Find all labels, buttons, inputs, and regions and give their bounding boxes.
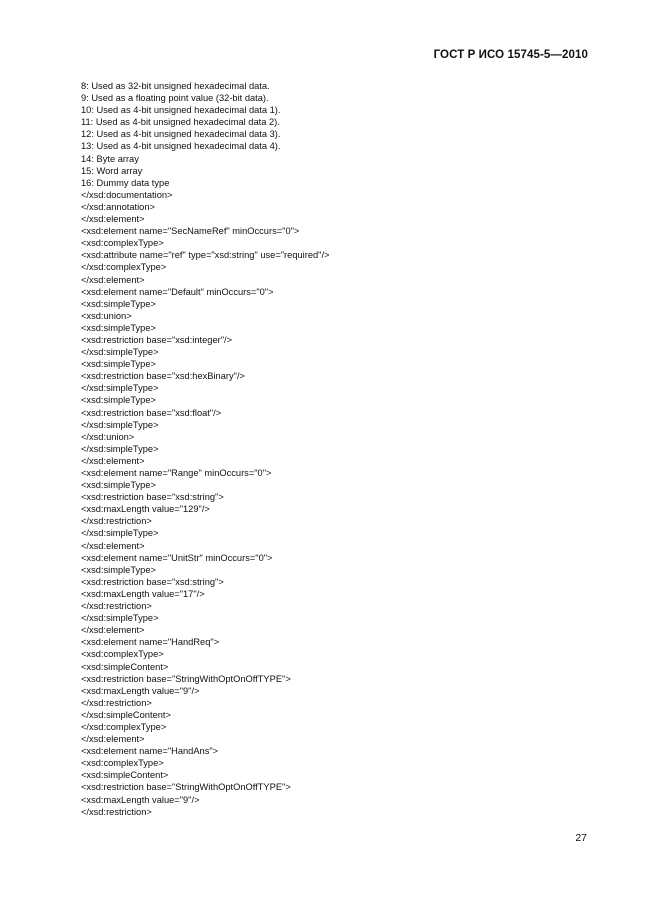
text-line: </xsd:restriction> <box>81 806 152 817</box>
text-line: </xsd:restriction> <box>81 697 152 708</box>
document-body <box>81 80 581 818</box>
text-line: </xsd:complexType> <box>81 262 167 273</box>
text-line: </xsd:simpleType> <box>81 347 159 358</box>
text-line: <xsd:union> <box>81 310 132 321</box>
text-line: </xsd:element> <box>81 540 145 551</box>
text-line: </xsd:simpleType> <box>81 383 159 394</box>
text-line: </xsd:simpleType> <box>81 528 159 539</box>
text-line: </xsd:simpleType> <box>81 613 159 624</box>
text-line: 9: Used as a floating point value (32-bit data). <box>81 93 269 104</box>
text-line: <xsd:restriction base="StringWithOptOnOffTYPE"> <box>81 782 291 793</box>
text-line: <xsd:element name="UnitStr" minOccurs="0"> <box>81 552 273 563</box>
text-line: </xsd:restriction> <box>81 516 152 527</box>
text-line: <xsd:maxLength value="9"/> <box>81 794 200 805</box>
text-line: </xsd:element> <box>81 214 145 225</box>
text-line: </xsd:documentation> <box>81 189 173 200</box>
text-line: </xsd:simpleType> <box>81 443 159 454</box>
text-line: </xsd:element> <box>81 625 145 636</box>
text-line: <xsd:maxLength value="9"/> <box>81 685 200 696</box>
text-line: </xsd:restriction> <box>81 601 152 612</box>
text-line: 14: Byte array <box>81 153 139 164</box>
text-line: <xsd:restriction base="xsd:string"> <box>81 576 224 587</box>
text-line: <xsd:complexType> <box>81 758 164 769</box>
text-line: <xsd:maxLength value="129"/> <box>81 504 210 515</box>
text-line: <xsd:simpleContent> <box>81 770 169 781</box>
text-line: </xsd:element> <box>81 734 145 745</box>
text-line: <xsd:element name="Default" minOccurs="0"> <box>81 286 274 297</box>
text-line: <xsd:restriction base="StringWithOptOnOffTYPE"> <box>81 673 291 684</box>
text-line: <xsd:restriction base="xsd:string"> <box>81 492 224 503</box>
text-line: 12: Used as 4-bit unsigned hexadecimal data 3). <box>81 129 281 140</box>
standard-designation: ГОСТ Р ИСО 15745-5—2010 <box>433 49 588 61</box>
text-line: </xsd:simpleType> <box>81 419 159 430</box>
text-line: <xsd:simpleType> <box>81 395 156 406</box>
text-line: 13: Used as 4-bit unsigned hexadecimal data 4). <box>81 141 281 152</box>
text-line: <xsd:restriction base="xsd:integer"/> <box>81 334 233 345</box>
text-line: <xsd:simpleType> <box>81 359 156 370</box>
text-line: </xsd:element> <box>81 274 145 285</box>
text-line: <xsd:simpleType> <box>81 322 156 333</box>
text-line: <xsd:attribute name="ref" type="xsd:string" use="required"/> <box>81 250 330 261</box>
text-line: <xsd:restriction base="xsd:hexBinary"/> <box>81 371 245 382</box>
text-line: <xsd:element name="HandAns"> <box>81 746 219 757</box>
text-line: 11: Used as 4-bit unsigned hexadecimal data 2). <box>81 117 280 128</box>
text-line: </xsd:simpleContent> <box>81 709 171 720</box>
text-line: <xsd:element name="HandReq"> <box>81 637 220 648</box>
text-line: </xsd:annotation> <box>81 201 155 212</box>
text-line: <xsd:simpleType> <box>81 480 156 491</box>
text-line: <xsd:element name="Range" minOccurs="0"> <box>81 468 272 478</box>
text-line: 15: Word array <box>81 165 143 176</box>
text-line: <xsd:maxLength value="17"/> <box>81 588 205 599</box>
text-line: <xsd:element name="SecNameRef" minOccurs="0"> <box>81 226 300 237</box>
text-line: </xsd:complexType> <box>81 721 167 732</box>
text-line: <xsd:simpleType> <box>81 564 156 575</box>
text-line: 16: Dummy data type <box>81 177 170 188</box>
text-line: <xsd:complexType> <box>81 649 164 660</box>
text-line: 8: Used as 32-bit unsigned hexadecimal data. <box>81 81 270 91</box>
text-line: </xsd:union> <box>81 431 135 442</box>
text-line: <xsd:simpleType> <box>81 298 156 309</box>
text-line: <xsd:simpleContent> <box>81 661 169 672</box>
text-line: <xsd:complexType> <box>81 238 164 249</box>
text-line: </xsd:element> <box>81 455 145 466</box>
text-line: 10: Used as 4-bit unsigned hexadecimal data 1). <box>81 105 281 116</box>
text-line: <xsd:restriction base="xsd:float"/> <box>81 407 222 418</box>
page-number: 27 <box>575 832 587 844</box>
